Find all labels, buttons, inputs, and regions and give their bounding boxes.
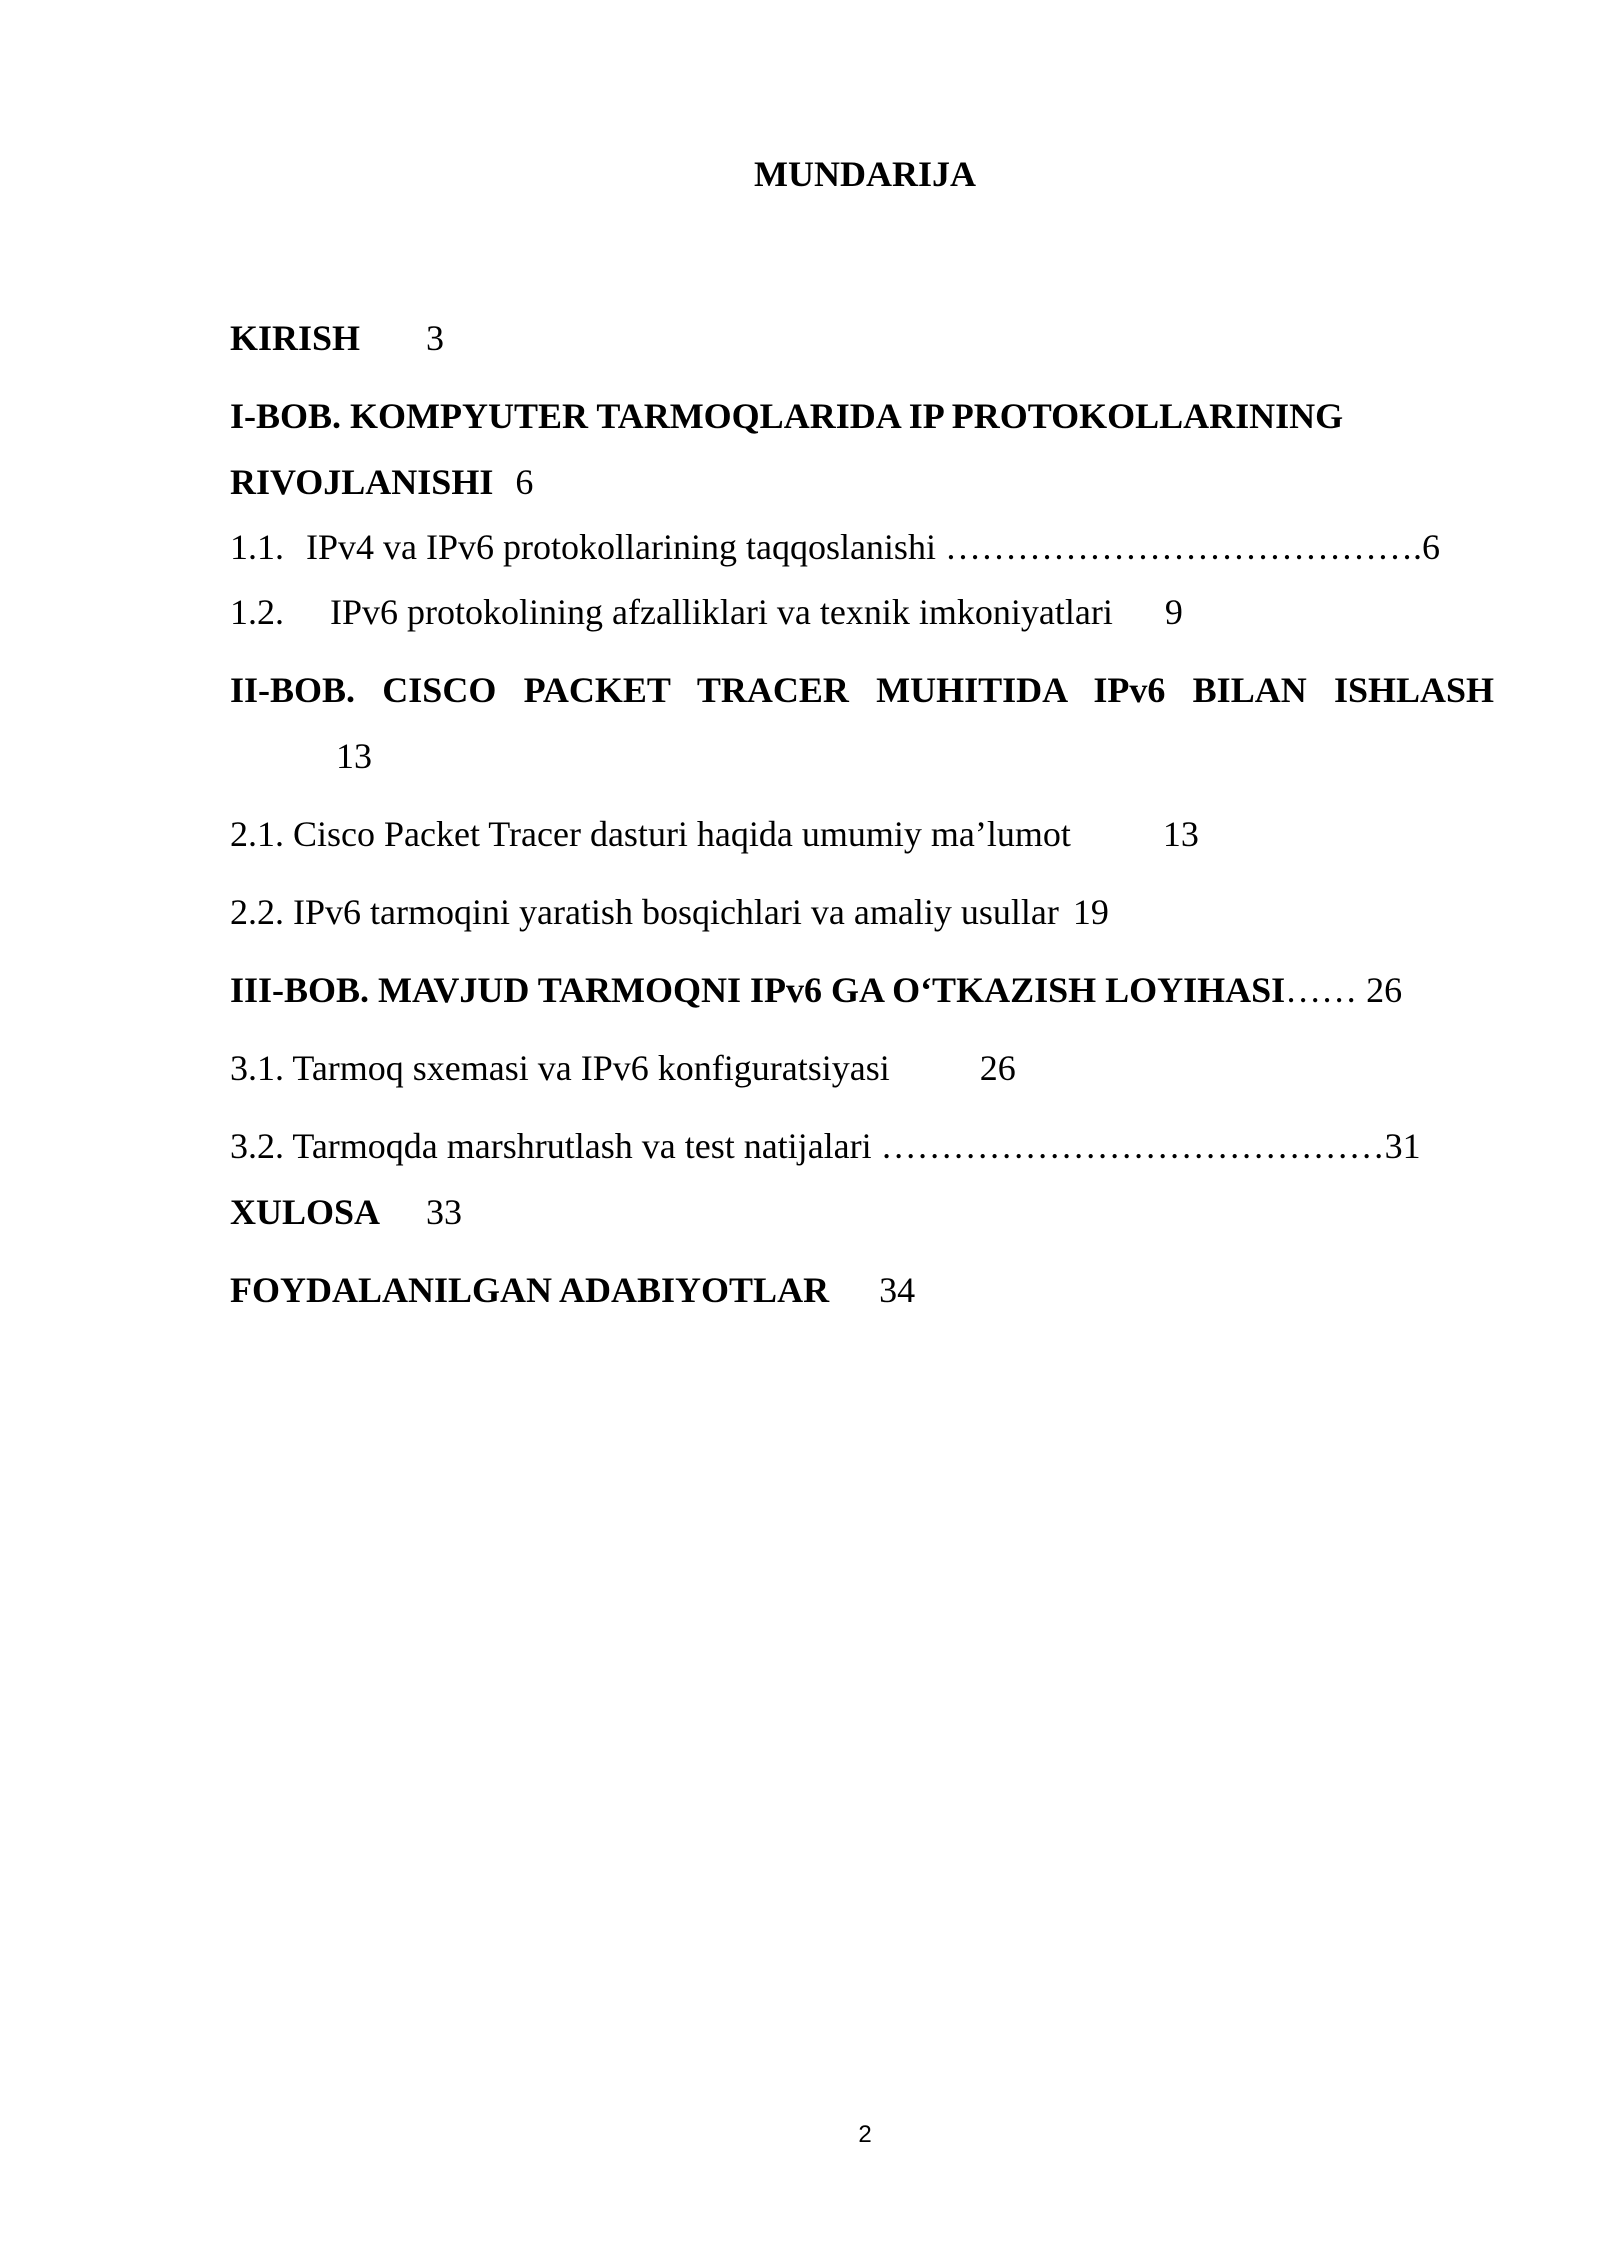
toc-section-number: 1.2. bbox=[230, 592, 284, 632]
toc-label-word: TRACER bbox=[696, 670, 849, 710]
toc-label: FOYDALANILGAN ADABIYOTLAR bbox=[230, 1270, 830, 1310]
toc-entry-xulosa[interactable] bbox=[230, 1190, 462, 1234]
toc-label: KIRISH bbox=[230, 318, 361, 358]
toc-entry-2-2[interactable] bbox=[230, 890, 1109, 934]
toc-leader-dots: …………………………………. bbox=[944, 527, 1422, 567]
toc-label: 3.2. Tarmoqda marshrutlash va test natijalari bbox=[230, 1126, 872, 1166]
toc-label: IPv4 va IPv6 protokollarining taqqoslanishi bbox=[306, 527, 936, 567]
toc-leader-dots: …… bbox=[1285, 970, 1358, 1010]
toc-page-number: 6 bbox=[1421, 527, 1440, 567]
toc-entry-adabiyotlar[interactable] bbox=[230, 1268, 915, 1312]
toc-page-number: 31 bbox=[1384, 1126, 1421, 1166]
toc-label-word: MUHITIDA bbox=[876, 670, 1067, 710]
toc-page-number: 34 bbox=[879, 1270, 916, 1310]
toc-entry-bob1-line2[interactable] bbox=[230, 460, 533, 504]
toc-entry-bob1-line1[interactable] bbox=[230, 394, 1343, 438]
toc-label-word: BILAN bbox=[1192, 670, 1307, 710]
toc-label-word: II-BOB. bbox=[230, 670, 356, 710]
toc-entry-bob3[interactable] bbox=[230, 968, 1402, 1012]
toc-entry-kirish[interactable] bbox=[230, 316, 444, 360]
toc-entry-2-1[interactable] bbox=[230, 812, 1199, 856]
toc-page-number: 6 bbox=[515, 462, 534, 502]
toc-entry-1-2[interactable] bbox=[230, 590, 1183, 634]
toc-label: 2.2. IPv6 tarmoqini yaratish bosqichlari va amaliy usullar bbox=[230, 892, 1059, 932]
toc-page-number: 9 bbox=[1164, 592, 1183, 632]
toc-page-number: 3 bbox=[426, 318, 445, 358]
toc-label: 3.1. Tarmoq sxemasi va IPv6 konfiguratsiyasi bbox=[230, 1048, 890, 1088]
toc-page-number: 19 bbox=[1072, 892, 1109, 932]
footer-page-number: 2 bbox=[858, 2121, 872, 2148]
toc-page-number: 13 bbox=[336, 736, 372, 776]
toc-label: I-BOB. KOMPYUTER TARMOQLARIDA IP PROTOKOLLARINING bbox=[230, 396, 1344, 436]
toc-label: RIVOJLANISHI bbox=[230, 462, 494, 502]
toc-page-number: 26 bbox=[979, 1048, 1016, 1088]
toc-entry-3-2[interactable] bbox=[230, 1124, 1421, 1168]
toc-page-number: 13 bbox=[1162, 814, 1199, 854]
toc-label-word: CISCO bbox=[382, 670, 497, 710]
page-title: MUNDARIJA bbox=[754, 154, 976, 194]
toc-entry-3-1[interactable] bbox=[230, 1046, 1016, 1090]
toc-label: III-BOB. MAVJUD TARMOQNI IPv6 GA O‘TKAZISH LOYIHASI bbox=[230, 970, 1286, 1010]
toc-label: XULOSA bbox=[230, 1192, 381, 1232]
toc-leader-dots: …………………………………… bbox=[880, 1126, 1385, 1166]
toc-label: IPv6 protokolining afzalliklari va texnik imkoniyatlari bbox=[330, 592, 1113, 632]
toc-section-number: 1.1. bbox=[230, 527, 284, 567]
toc-page-number: 33 bbox=[426, 1192, 463, 1232]
toc-entry-bob2-page[interactable] bbox=[336, 734, 372, 778]
toc-entry-1-1[interactable] bbox=[230, 525, 1440, 569]
toc-label: 2.1. Cisco Packet Tracer dasturi haqida umumiy ma’lumot bbox=[230, 814, 1071, 854]
toc-entry-bob2[interactable] bbox=[230, 668, 1494, 712]
toc-label-word: PACKET bbox=[523, 670, 671, 710]
toc-page-number: 26 bbox=[1366, 970, 1403, 1010]
toc-label-word: ISHLASH bbox=[1333, 670, 1495, 710]
toc-label-word: IPv6 bbox=[1093, 670, 1166, 710]
